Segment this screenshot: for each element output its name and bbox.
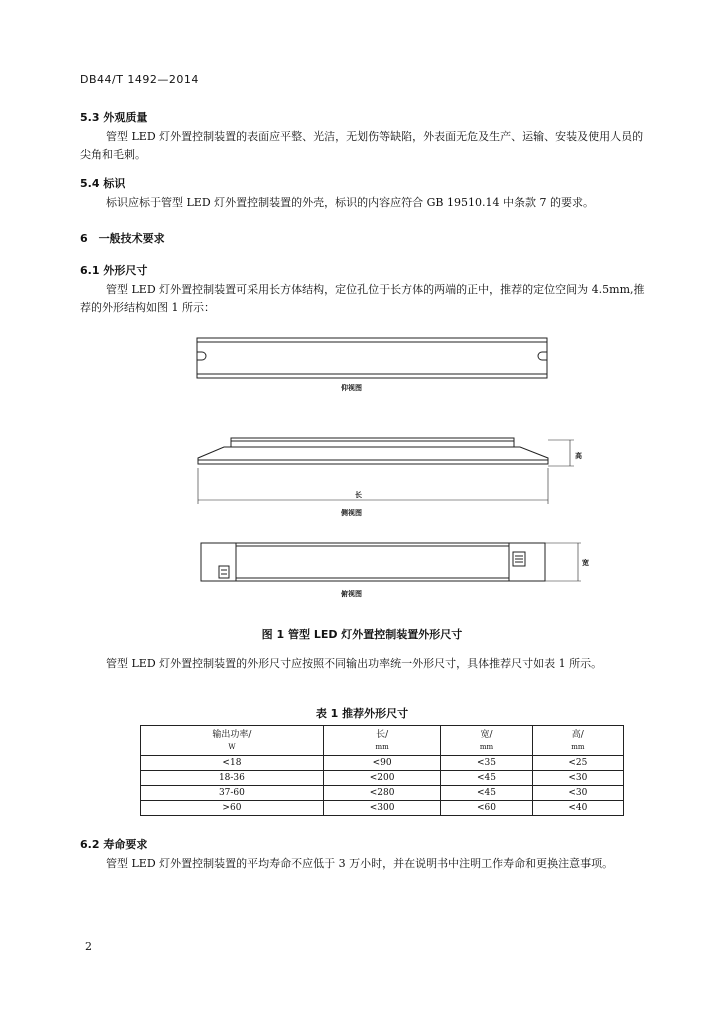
table-header-row [141,726,624,756]
section-6-2-heading: 6.2 寿命要求 [80,838,148,851]
figure-caption: 图 1 管型 LED 灯外置控制装置外形尺寸 [261,628,463,641]
table-cell: >60 [141,801,324,816]
header-height: 高/ mm [532,726,623,756]
section-6-2-text: 管型 LED 灯外置控制装置的平均寿命不应低于 3 万小时，并在说明书中注明工作寿命和更换注意事项。 [106,857,614,870]
section-6-1-text-2: 管型 LED 灯外置控制装置的外形尺寸应按照不同输出功率统一外形尺寸，具体推荐尺寸如表 1 所示。 [106,657,603,670]
table-caption: 表 1 推荐外形尺寸 [315,707,409,720]
side-view-label: 侧视图 [341,509,362,517]
table-cell: <90 [323,756,441,771]
height-dimension [548,440,574,466]
section-5-4-heading: 5.4 标识 [80,177,126,190]
width-label: 宽 [582,559,589,567]
table-cell: <30 [532,771,623,786]
section-6-1-heading: 6.1 外形尺寸 [80,264,148,277]
table-cell: 18-36 [141,771,324,786]
header-length: 长/ mm [323,726,441,756]
table-cell: <45 [441,786,532,801]
table-cell: <45 [441,771,532,786]
table-cell: <300 [323,801,441,816]
height-label: 高 [575,452,582,460]
bottom-view-outline [197,338,547,378]
length-label: 长 [355,491,362,499]
table-cell: <35 [441,756,532,771]
side-view-outline [198,438,548,464]
section-5-3-heading: 5.3 外观质量 [80,111,148,124]
dimension-table [140,725,624,816]
page-number: 2 [85,940,92,953]
width-dimension [545,543,581,581]
table-cell: <280 [323,786,441,801]
table-cell: <25 [532,756,623,771]
bottom-view-label: 仰视图 [341,384,362,392]
table-cell: <30 [532,786,623,801]
top-view-label: 俯视图 [341,590,362,598]
top-view-outline [201,543,545,581]
section-6-1-text: 管型 LED 灯外置控制装置可采用长方体结构，定位孔位于长方体的两端的正中，推荐的定位空间为 4.5mm,推荐的外形结构如图 1 所示： [80,283,645,314]
header-width: 宽/ mm [441,726,532,756]
table-row [141,786,624,801]
section-5-3-text: 管型 LED 灯外置控制装置的表面应平整、光洁，无划伤等缺陷，外表面无危及生产、运输、安装及使用人员的尖角和毛刺。 [80,130,644,161]
table-row [141,771,624,786]
length-dimension [198,468,548,504]
section-5-4-text: 标识应标于管型 LED 灯外置控制装置的外壳，标识的内容应符合 GB 19510.14 中条款 7 的要求。 [106,196,594,209]
table-cell: <60 [441,801,532,816]
table-row [141,756,624,771]
header-power: 输出功率/ W [141,726,324,756]
table-row [141,801,624,816]
table-cell: <40 [532,801,623,816]
section-6-heading: 6 一般技术要求 [80,232,165,245]
table-cell: <18 [141,756,324,771]
table-cell: <200 [323,771,441,786]
document-header: DB44/T 1492—2014 [80,73,199,86]
table-cell: 37-60 [141,786,324,801]
